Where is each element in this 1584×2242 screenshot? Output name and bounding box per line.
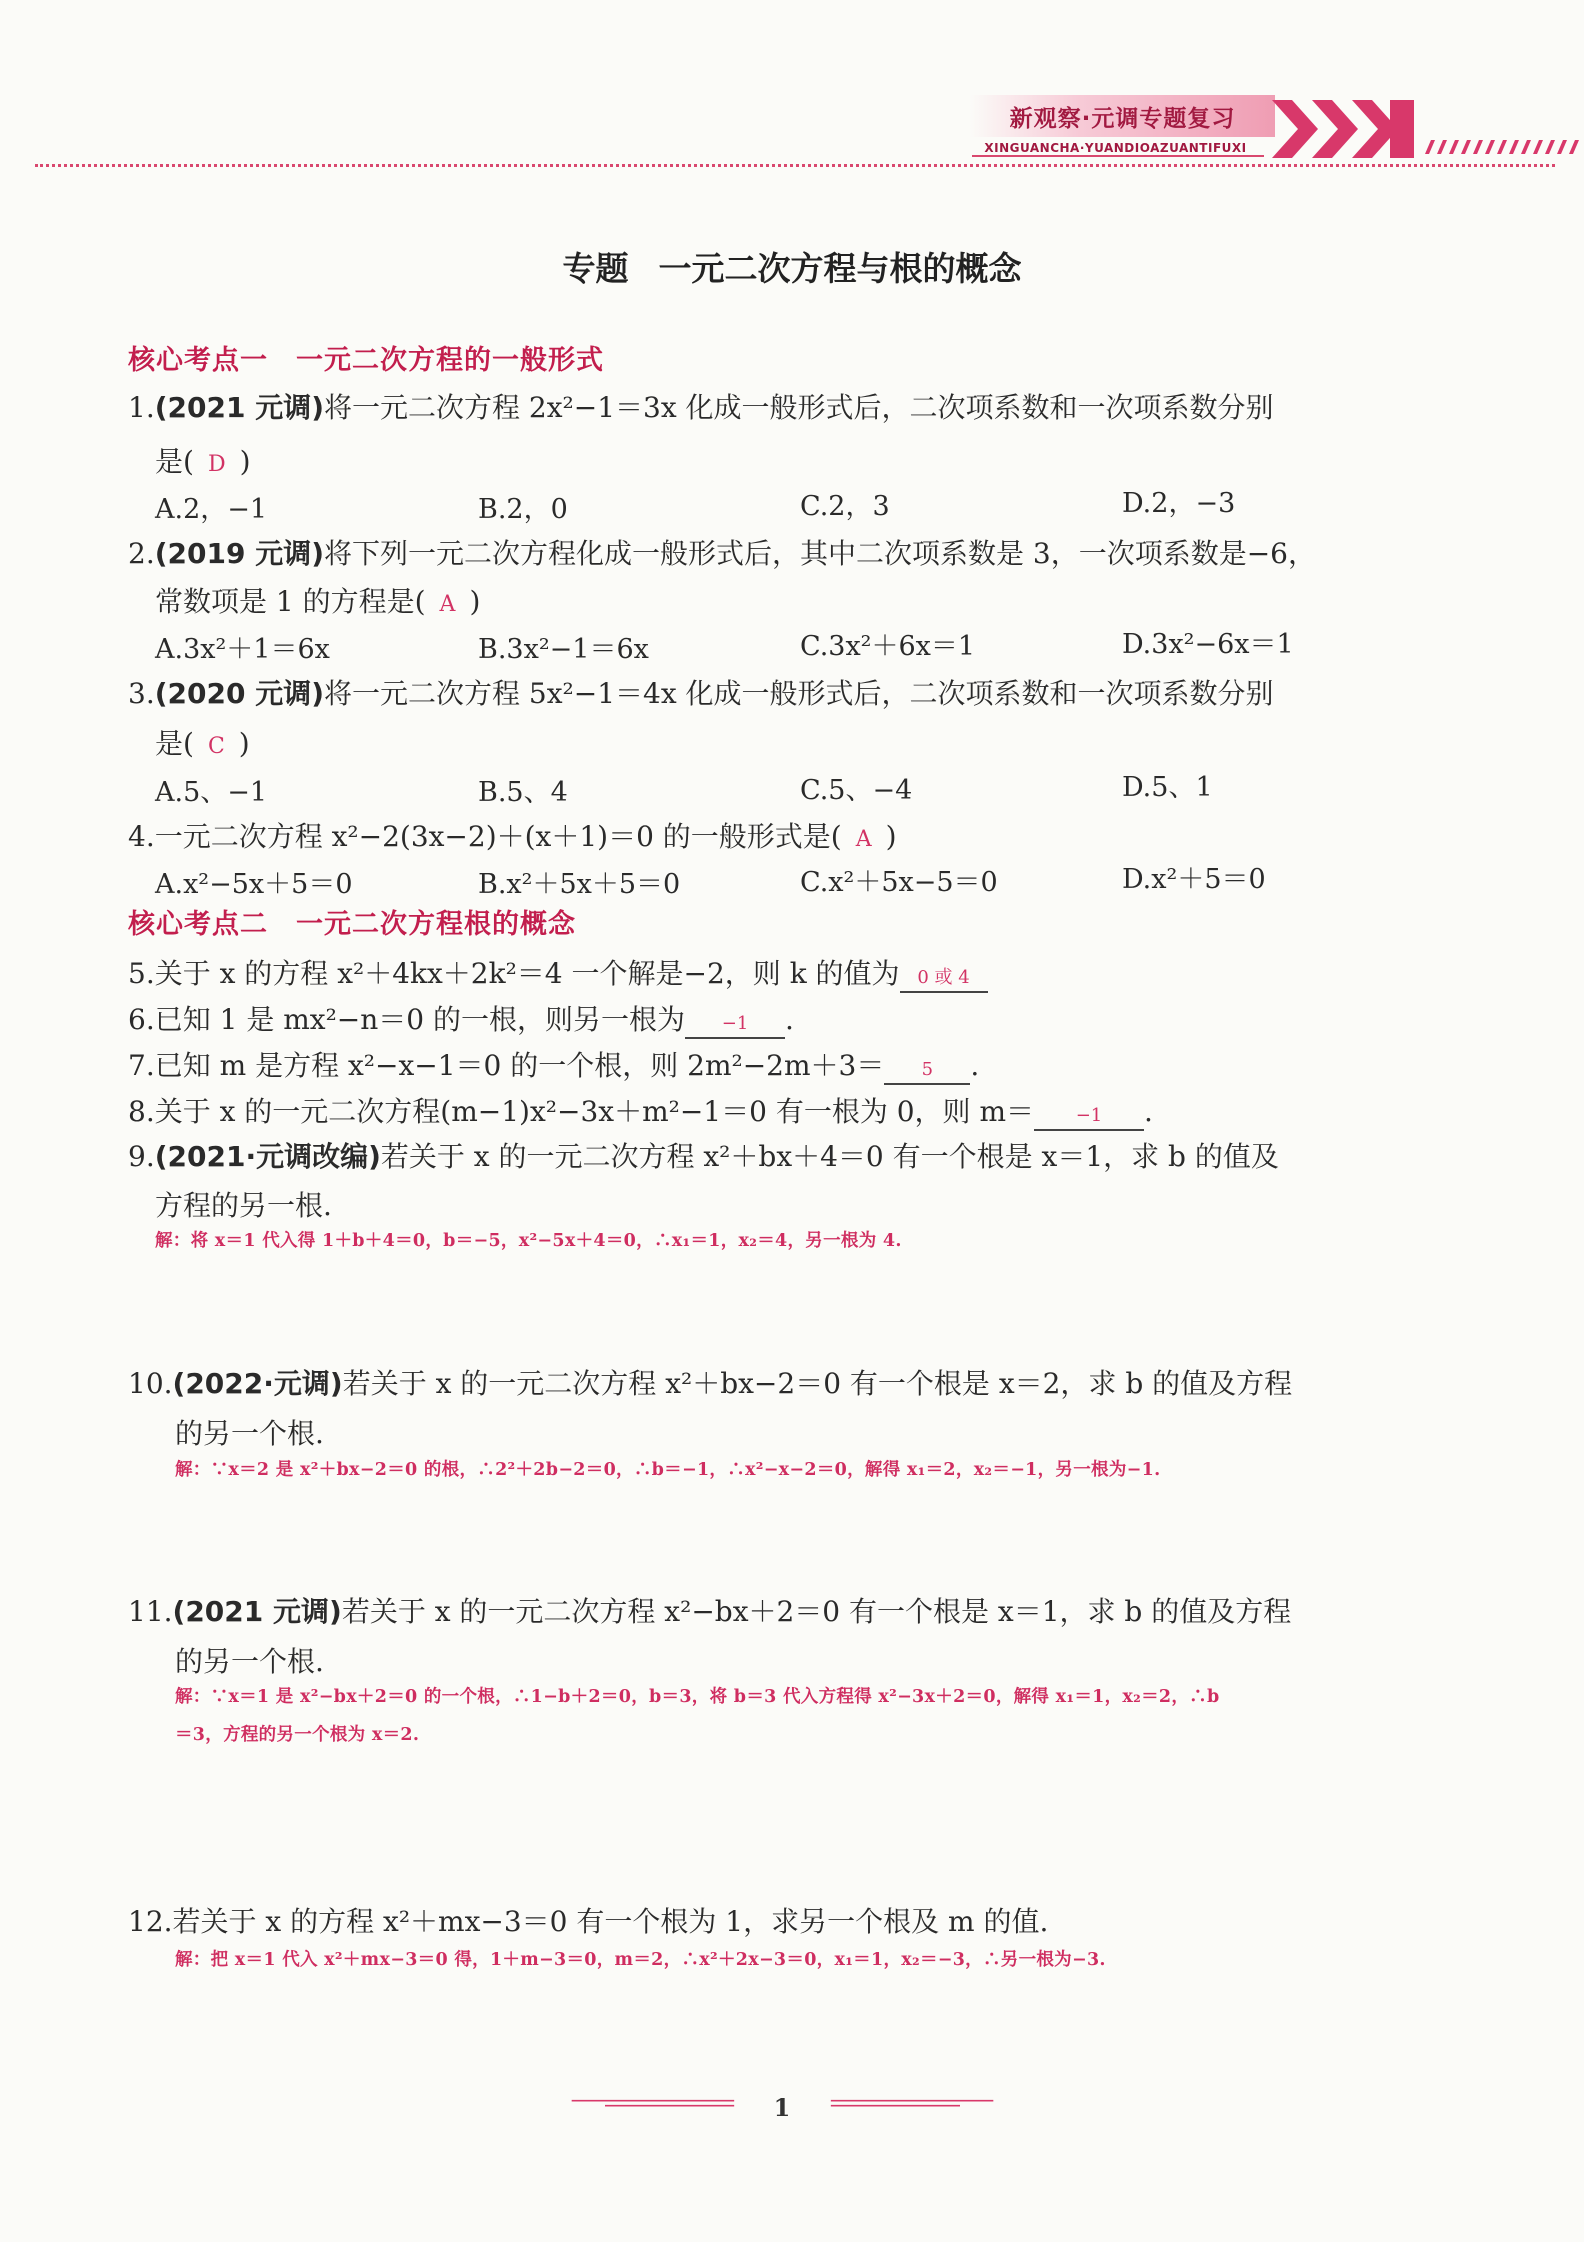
answer-blank: −1	[685, 1011, 785, 1039]
header-stripes-decoration	[1425, 140, 1580, 154]
page-title-topic: 专题	[562, 249, 629, 288]
question-source: (2021 元调)	[154, 391, 324, 424]
section-label: 核心考点二	[128, 909, 268, 940]
question-5: 5.关于 x 的方程 x²＋4kx＋2k²＝4 一个解是−2，则 k 的值为 0 或 4	[128, 952, 988, 993]
solution-11-line1: 解：∵x＝1 是 x²−bx＋2＝0 的一个根，∴1−b＋2＝0，b＝3，将 b＝3 代入方程得 x²−3x＋2＝0，解得 x₁＝1，x₂＝2，∴b	[175, 1687, 1220, 1707]
header-subtitle: XINGUANCHA·YUANDIOAZUANTIFUXI	[984, 141, 1247, 155]
question-4: 4.一元二次方程 x²−2(3x−2)＋(x＋1)＝0 的一般形式是( A )	[128, 820, 897, 853]
solution-12: 解：把 x＝1 代入 x²＋mx−3＝0 得，1＋m−3＝0，m＝2，∴x²＋2x−3＝0，x₁＝1，x₂＝−3，∴另一根为−3.	[175, 1950, 1106, 1970]
question-source: (2021·元调改编)	[154, 1140, 381, 1173]
footer-ornament-left	[555, 2099, 755, 2109]
question-2-line2: 常数项是 1 的方程是( A )	[155, 585, 481, 618]
option-b: B.2，0	[478, 494, 568, 525]
option-b: B.x²＋5x＋5＝0	[478, 869, 681, 900]
question-7: 7.已知 m 是方程 x²−x−1＝0 的一个根，则 2m²−2m＋3＝ 5 .	[128, 1044, 979, 1085]
option-a: A.3x²＋1＝6x	[155, 634, 330, 665]
question-1-line1: 1.(2021 元调)将一元二次方程 2x²−1＝3x 化成一般形式后，二次项系数和一次项系数分别	[128, 391, 1274, 424]
page-header	[0, 0, 1584, 175]
section-title: 一元二次方程根的概念	[296, 909, 576, 940]
answer-mark: C	[207, 734, 225, 759]
question-source: (2022·元调)	[172, 1367, 343, 1400]
section-heading-2	[128, 902, 576, 941]
page-number: 1	[773, 2093, 791, 2122]
question-2-line1: 2.(2019 元调)将下列一元二次方程化成一般形式后，其中二次项系数是 3，一次项系数是−6，	[128, 537, 1316, 570]
question-9-line2: 方程的另一根.	[155, 1189, 332, 1222]
section-label: 核心考点一	[128, 345, 268, 376]
question-10-line1: 10.(2022·元调)若关于 x 的一元二次方程 x²＋bx−2＝0 有一个根是 x＝2，求 b 的值及方程	[128, 1367, 1293, 1400]
question-9-line1: 9.(2021·元调改编)若关于 x 的一元二次方程 x²＋bx＋4＝0 有一个根是 x＝1，求 b 的值及	[128, 1140, 1279, 1173]
option-a: A.2，−1	[155, 494, 268, 525]
question-1-line2: 是( D )	[155, 445, 251, 478]
solution-9: 解：将 x＝1 代入得 1＋b＋4＝0，b＝−5，x²−5x＋4＝0，∴x₁＝1，x₂＝4，另一根为 4.	[155, 1231, 902, 1251]
chevron-arrows-icon	[1272, 98, 1422, 160]
question-source: (2021 元调)	[172, 1595, 342, 1628]
question-10-line2: 的另一个根.	[175, 1417, 324, 1450]
answer-mark: D	[207, 452, 226, 477]
option-c: C.5、−4	[800, 775, 913, 806]
solution-11-line2: ＝3，方程的另一个根为 x＝2.	[175, 1725, 420, 1745]
question-12: 12.若关于 x 的方程 x²＋mx−3＝0 有一个根为 1，求另一个根及 m 的值.	[128, 1905, 1049, 1938]
question-source: (2020 元调)	[154, 677, 324, 710]
section-heading-1	[128, 338, 604, 377]
answer-blank: 5	[884, 1057, 970, 1085]
header-title: 新观察·元调专题复习	[1009, 106, 1236, 132]
option-c: C.2，3	[800, 491, 890, 522]
question-11-line1: 11.(2021 元调)若关于 x 的一元二次方程 x²−bx＋2＝0 有一个根是 x＝1，求 b 的值及方程	[128, 1595, 1292, 1628]
question-source: (2019 元调)	[154, 537, 324, 570]
option-a: A.x²−5x＋5＝0	[155, 869, 353, 900]
answer-mark: A	[439, 592, 456, 617]
answer-blank: −1	[1034, 1103, 1144, 1131]
footer-ornament-right	[810, 2099, 1010, 2109]
option-d: D.5、1	[1122, 772, 1213, 803]
question-3-line2: 是( C )	[155, 727, 250, 760]
option-d: D.3x²−6x＝1	[1122, 629, 1294, 660]
header-underline	[972, 155, 1264, 157]
header-dotted-rule	[35, 164, 1555, 167]
option-c: C.x²＋5x−5＝0	[800, 867, 998, 898]
page-title-text: 一元二次方程与根的概念	[658, 249, 1022, 288]
option-c: C.3x²＋6x＝1	[800, 631, 976, 662]
answer-mark: A	[855, 827, 872, 852]
question-8: 8.关于 x 的一元二次方程(m−1)x²−3x＋m²−1＝0 有一根为 0，则 m＝ −1 .	[128, 1090, 1153, 1131]
option-d: D.x²＋5＝0	[1122, 864, 1266, 895]
option-d: D.2，−3	[1122, 488, 1236, 519]
answer-blank: 0 或 4	[900, 965, 988, 993]
page-title	[0, 243, 1584, 290]
section-title: 一元二次方程的一般形式	[296, 345, 604, 376]
question-3-line1: 3.(2020 元调)将一元二次方程 5x²−1＝4x 化成一般形式后，二次项系数和一次项系数分别	[128, 677, 1274, 710]
option-b: B.3x²−1＝6x	[478, 634, 649, 665]
question-6: 6.已知 1 是 mx²−n＝0 的一根，则另一根为 −1 .	[128, 998, 794, 1039]
option-b: B.5、4	[478, 777, 568, 808]
option-a: A.5、−1	[155, 777, 268, 808]
solution-10: 解：∵x＝2 是 x²＋bx−2＝0 的根，∴2²＋2b−2＝0，∴b＝−1，∴x²−x−2＝0，解得 x₁＝2，x₂＝−1，另一根为−1.	[175, 1460, 1161, 1480]
question-11-line2: 的另一个根.	[175, 1645, 324, 1678]
